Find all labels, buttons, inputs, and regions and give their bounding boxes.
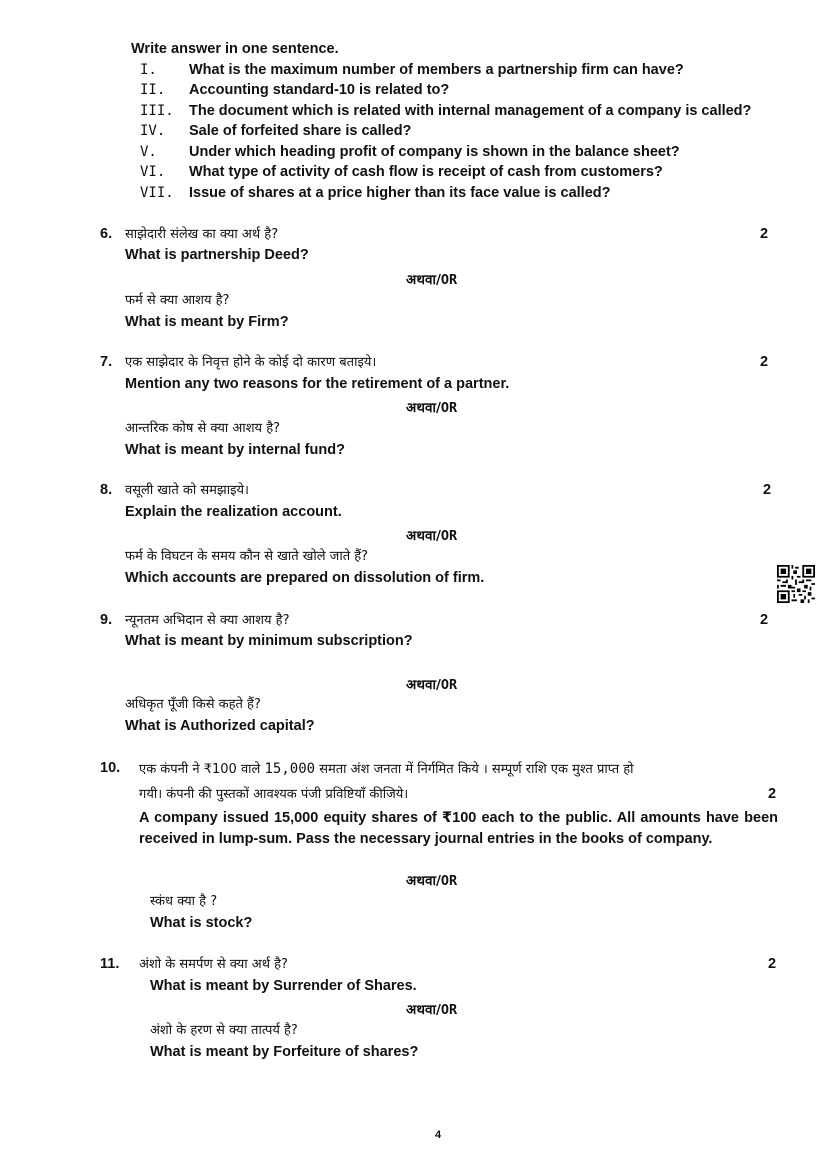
question-english: A company issued 15,000 equity shares of ₹100 each to the public. All amounts have been received in lump-sum. Pass the necessary journal entries in the books of company. <box>139 810 778 847</box>
alternate-question-hindi: अधिकृत पूँजी किसे कहते हैं? <box>125 697 261 712</box>
alternate-question-hindi: फर्म के विघटन के समय कौन से खाते खोले जाते हैं? <box>125 549 369 564</box>
question-number: 9. <box>100 612 113 628</box>
question-hindi: साझेदारी संलेख का क्या अर्थ है? <box>125 227 279 242</box>
or-label: अथवा/OR <box>406 873 458 889</box>
question-number: 7. <box>100 354 113 370</box>
item-text: Issue of shares at a price higher than its face value is called? <box>189 185 611 201</box>
question-hindi: एक साझेदार के निवृत्त होने के कोई दो कारण बताइये। <box>125 355 377 370</box>
alternate-question-hindi: अंशो के हरण से क्या तात्पर्य है? <box>150 1023 298 1038</box>
item-number: IV. <box>140 123 166 139</box>
question-english: Mention any two reasons for the retirement of a partner. <box>125 376 510 392</box>
item-number: VI. <box>140 164 166 180</box>
question-english: What is meant by Surrender of Shares. <box>150 978 417 994</box>
item-number: III. <box>140 103 174 119</box>
qr-code-icon <box>777 565 815 603</box>
item-text: What type of activity of cash flow is receipt of cash from customers? <box>189 164 663 180</box>
or-label: अथवा/OR <box>406 677 458 693</box>
question-hindi-continued: गयी। कंपनी की पुस्तकों आवश्यक पंजी प्रविष्टियाँ कीजिये। <box>139 787 409 802</box>
alternate-question-hindi: स्कंध क्या है ? <box>150 894 218 909</box>
question-number: 10. <box>100 760 121 776</box>
or-label: अथवा/OR <box>406 1002 458 1018</box>
or-label: अथवा/OR <box>406 528 458 544</box>
alternate-question-english: Which accounts are prepared on dissolution of firm. <box>125 570 485 586</box>
item-text: The document which is related with internal management of a company is called? <box>189 103 752 119</box>
question-english: What is partnership Deed? <box>125 247 309 263</box>
question-marks: 2 <box>768 956 777 972</box>
question-number: 6. <box>100 226 113 242</box>
question-marks: 2 <box>760 612 769 628</box>
item-text: Under which heading profit of company is shown in the balance sheet? <box>189 144 680 160</box>
question-number: 11. <box>100 956 120 972</box>
question-hindi: वसूली खाते को समझाइये। <box>125 483 249 498</box>
item-number: II. <box>140 82 166 98</box>
question-marks: 2 <box>763 482 772 498</box>
item-text: What is the maximum number of members a partnership firm can have? <box>189 62 684 78</box>
question-english: What is meant by minimum subscription? <box>125 633 413 649</box>
question-hindi: एक कंपनी ने ₹100 वाले 15,000 समता अंश जनता में निर्गमित किये । सम्पूर्ण राशि एक मुश्त प्राप्त हो <box>139 761 634 777</box>
question-marks: 2 <box>760 354 769 370</box>
question-hindi: अंशो के समर्पण से क्या अर्थ है? <box>139 957 288 972</box>
alternate-question-english: What is meant by internal fund? <box>125 442 345 458</box>
alternate-question-english: What is Authorized capital? <box>125 718 315 734</box>
or-label: अथवा/OR <box>406 272 458 288</box>
alternate-question-english: What is stock? <box>150 915 253 931</box>
question-hindi: न्यूनतम अभिदान से क्या आशय है? <box>125 613 290 628</box>
item-number: V. <box>140 144 157 160</box>
item-text: Sale of forfeited share is called? <box>189 123 412 139</box>
page-number: 4 <box>435 1129 442 1141</box>
alternate-question-hindi: आन्तरिक कोष से क्या आशय है? <box>125 421 281 436</box>
section-heading: Write answer in one sentence. <box>131 41 339 57</box>
alternate-question-hindi: फर्म से क्या आशय है? <box>125 293 230 308</box>
item-number: VII. <box>140 185 174 201</box>
question-number: 8. <box>100 482 113 498</box>
question-english: Explain the realization account. <box>125 504 342 520</box>
question-marks: 2 <box>760 226 769 242</box>
alternate-question-english: What is meant by Firm? <box>125 314 289 330</box>
or-label: अथवा/OR <box>406 400 458 416</box>
item-text: Accounting standard-10 is related to? <box>189 82 450 98</box>
item-number: I. <box>140 62 157 78</box>
alternate-question-english: What is meant by Forfeiture of shares? <box>150 1044 419 1060</box>
question-marks: 2 <box>768 786 777 802</box>
